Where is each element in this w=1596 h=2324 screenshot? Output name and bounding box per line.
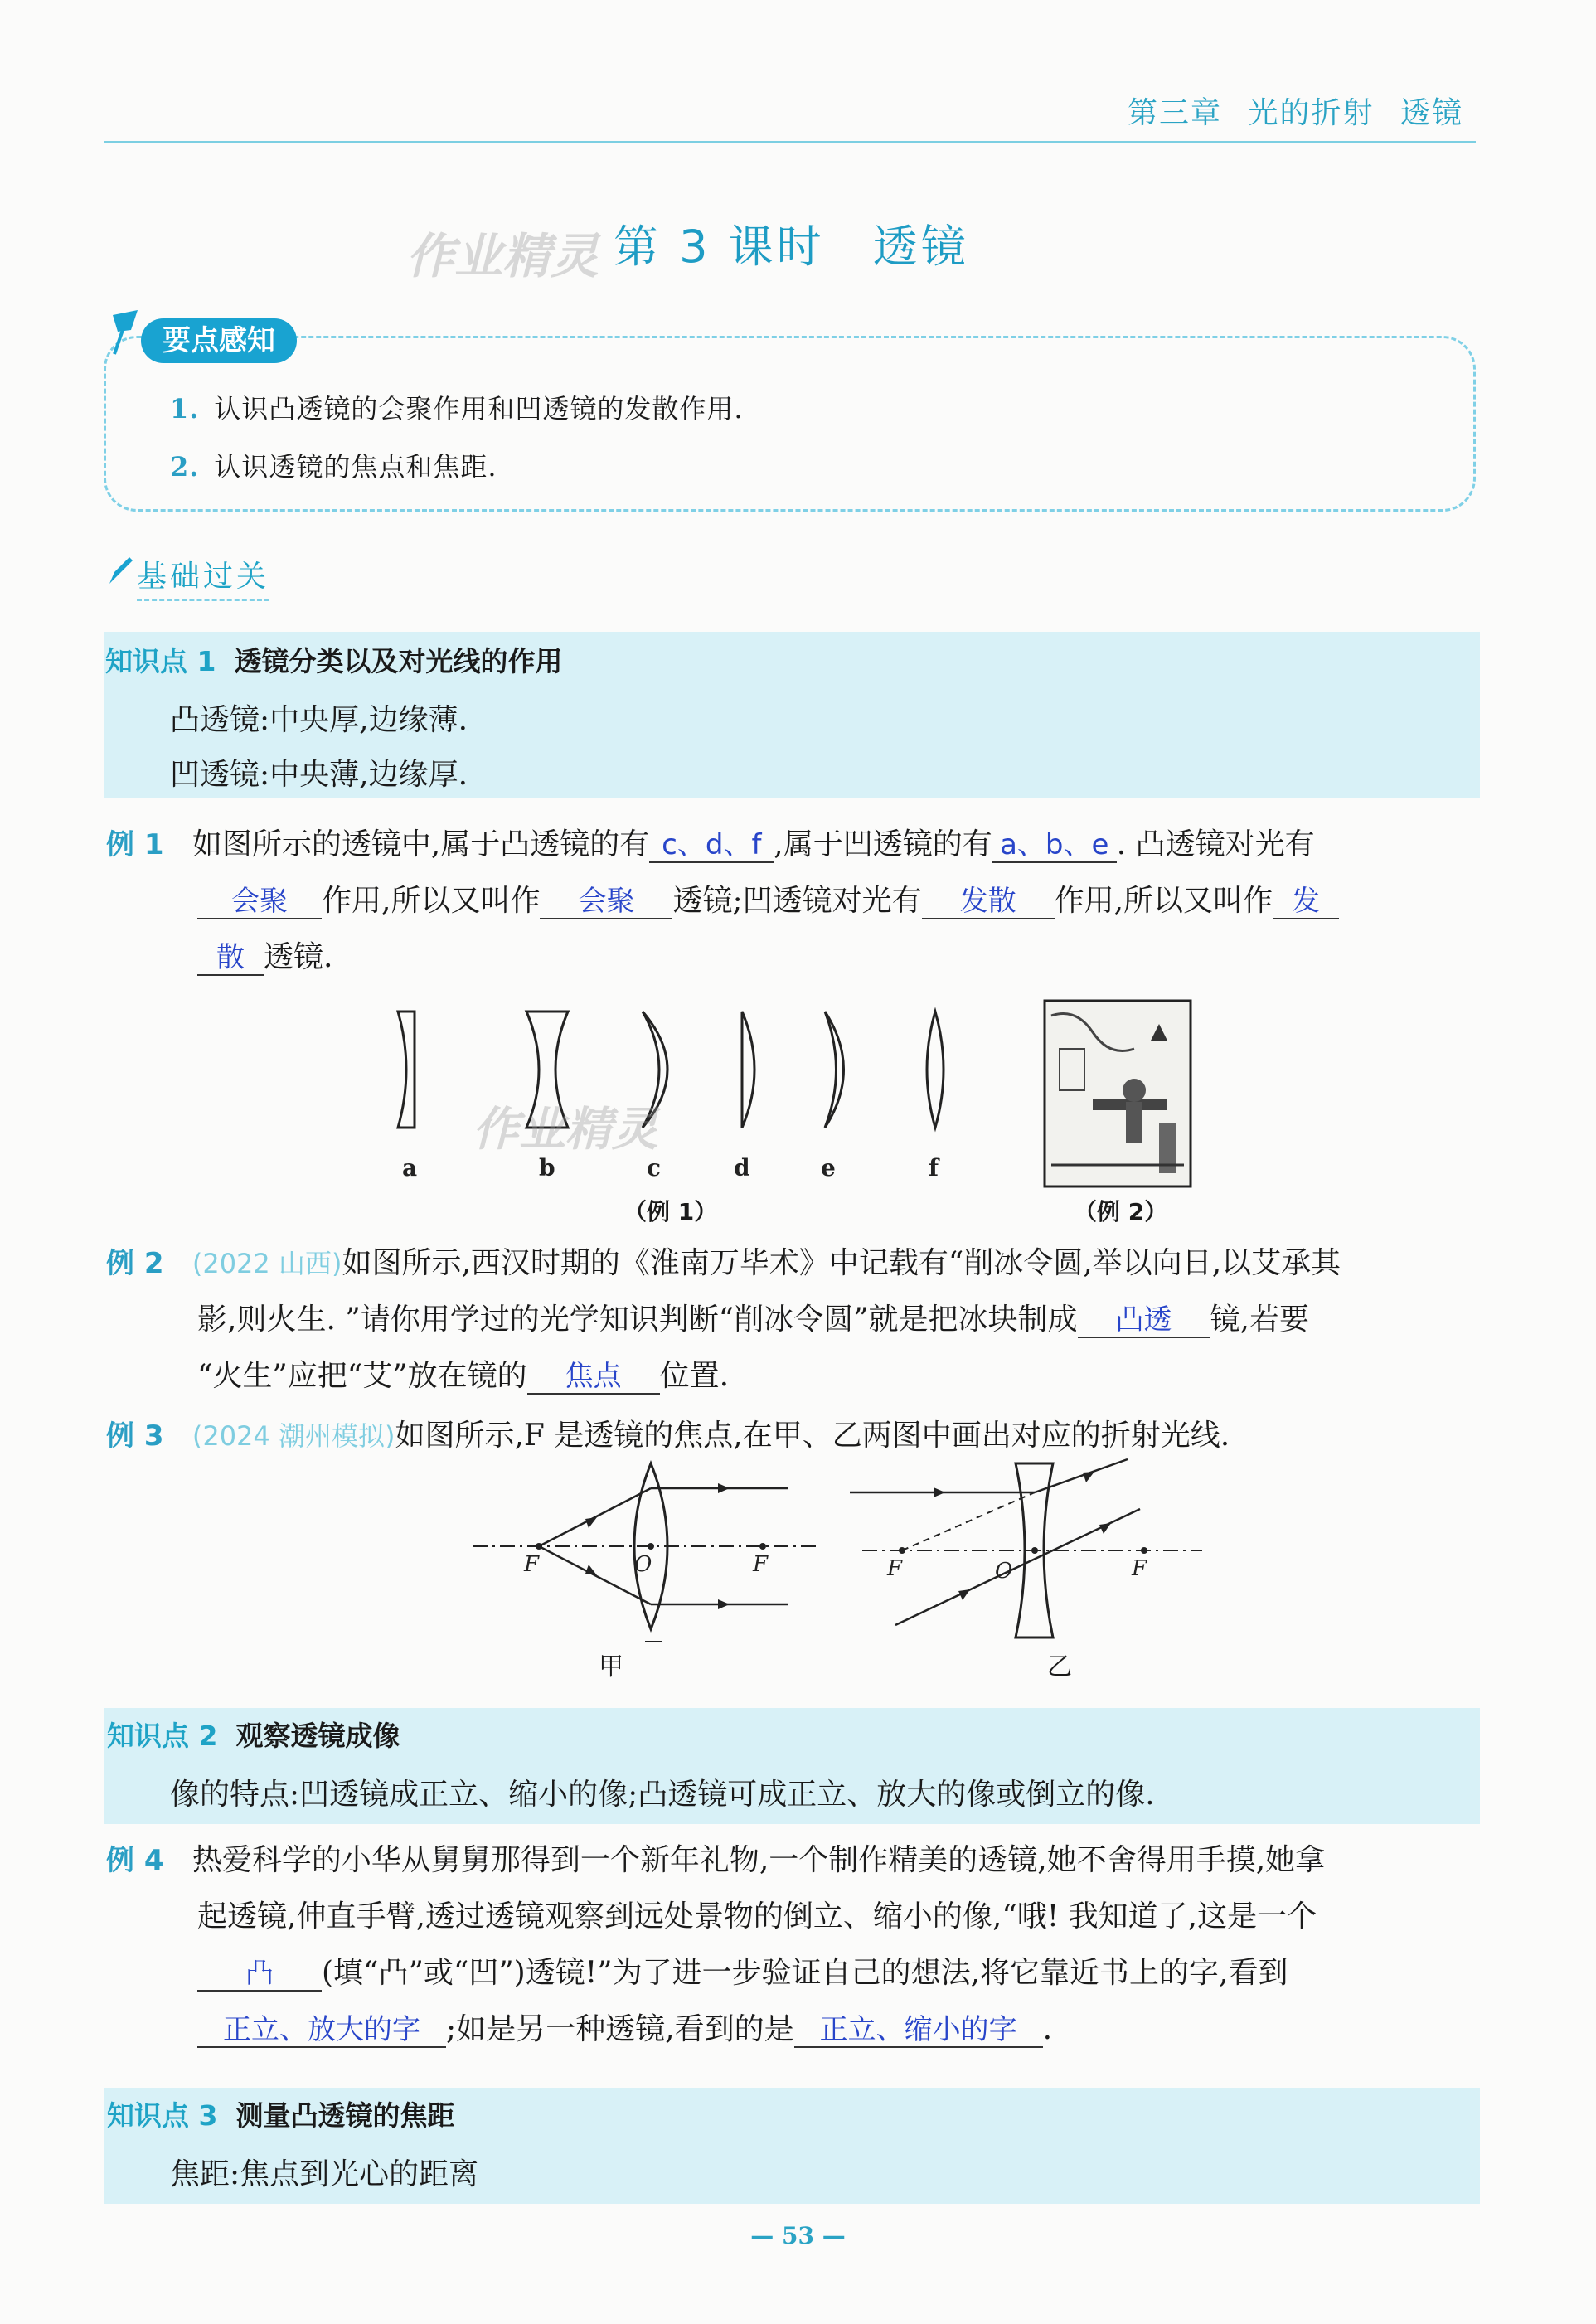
ex3-text: 如图所示,F 是透镜的焦点,在甲、乙两图中画出对应的折射光线. <box>395 1419 1230 1453</box>
ex4-line-4 <box>106 2001 1499 2058</box>
lens-d <box>742 1012 754 1128</box>
key-points-tag: 要点感知 <box>141 318 297 363</box>
ancient-illustration <box>1043 999 1192 1188</box>
key-point-2-num: 2. <box>170 451 200 483</box>
yi-optical-center: O <box>995 1559 1013 1584</box>
ex2-t2: 影,则火生. ”请你用学过的光学知识判断“削冰令圆”就是把冰块制成 <box>197 1303 1078 1337</box>
kp1-title: 透镜分类以及对光线的作用 <box>234 645 563 677</box>
ex4-answer-1: 凸 <box>197 1957 322 1992</box>
ex4-answer-3: 正立、缩小的字 <box>794 2013 1043 2048</box>
ex1-t4: 作用,所以又叫作 <box>322 884 541 918</box>
ex4-answer-2: 正立、放大的字 <box>197 2013 446 2048</box>
kp3-title-row <box>107 2094 454 2133</box>
watermark-figure: 作业精灵 <box>473 1103 658 1157</box>
kp1-label: 知识点 1 <box>105 645 216 677</box>
kp1-line-2: 凹透镜:中央薄,边缘厚. <box>170 758 468 792</box>
ex2-label: 例 2 <box>106 1247 164 1280</box>
yi-focus-right: F <box>1132 1556 1147 1581</box>
figure-jia-label: 甲 <box>599 1652 623 1681</box>
ex1-answer-convex: c、d、f <box>649 828 774 863</box>
ex1-answer-6a: 发 <box>1273 885 1339 919</box>
example-2 <box>106 1235 1499 1405</box>
ex1-answer-6b: 散 <box>197 941 264 976</box>
lens-label-e: e <box>821 1154 836 1181</box>
key-point-1 <box>170 388 744 426</box>
caption-example-2: （例 2） <box>1074 1198 1168 1225</box>
kp2-label: 知识点 2 <box>107 1720 218 1752</box>
example-4 <box>106 1832 1499 2058</box>
ex4-t4: ;如是另一种透镜,看到的是 <box>446 2012 794 2046</box>
lesson-title: 第 3 课时 透镜 <box>614 221 969 273</box>
ex2-line-3 <box>106 1348 1499 1405</box>
knowledge-point-3 <box>104 2088 1480 2204</box>
ex4-t5: . <box>1042 2012 1053 2046</box>
caption-example-1: （例 1） <box>623 1198 718 1225</box>
ex2-answer-2: 焦点 <box>527 1360 660 1395</box>
ex1-t5: 透镜;凹透镜对光有 <box>672 884 922 918</box>
ex1-answer-5: 发散 <box>922 885 1055 919</box>
ex4-t3: (填“凸”或“凹”)透镜!”为了进一步验证自己的想法,将它靠近书上的字,看到 <box>322 1956 1288 1990</box>
header-title1: 光的折射 <box>1248 96 1375 130</box>
example-1 <box>106 817 1482 986</box>
page-number: — 53 — <box>750 2222 846 2249</box>
kp2-line: 像的特点:凹透镜成正立、缩小的像;凸透镜可成正立、放大的像或倒立的像. <box>170 1778 1155 1812</box>
ex1-t2: ,属于凹透镜的有 <box>774 827 992 861</box>
figure-yi-label: 乙 <box>1047 1652 1072 1681</box>
ex2-t5: 位置. <box>659 1359 730 1393</box>
ex4-line-3 <box>106 1945 1499 2001</box>
pencil-icon <box>106 554 134 587</box>
ex1-answer-concave: a、b、e <box>992 828 1117 863</box>
header-rule <box>104 141 1476 143</box>
ex2-t1: 如图所示,西汉时期的《淮南万毕术》中记载有“削冰令圆,举以向日,以艾承其 <box>342 1246 1341 1280</box>
lens-a <box>398 1012 415 1128</box>
header-chapter: 第三章 <box>1128 96 1223 130</box>
section-label: 基础过关 <box>137 553 269 601</box>
kp3-label: 知识点 3 <box>107 2099 218 2132</box>
lens-figure <box>365 995 995 1194</box>
lens-label-c: c <box>647 1154 662 1181</box>
ex1-line-3 <box>106 929 1482 986</box>
jia-focus-left: F <box>524 1552 540 1577</box>
lens-label-f: f <box>929 1154 939 1181</box>
yi-focus-left: F <box>887 1556 903 1581</box>
ex1-t1: 如图所示的透镜中,属于凸透镜的有 <box>192 827 650 861</box>
ex1-label: 例 1 <box>106 828 164 861</box>
key-point-2-text: 认识透镜的焦点和焦距. <box>214 451 497 483</box>
header-title2: 透镜 <box>1400 96 1463 130</box>
kp2-title-row <box>107 1715 400 1754</box>
ex1-t3: . 凸透镜对光有 <box>1116 827 1315 861</box>
ex1-answer-3: 会聚 <box>197 885 322 919</box>
ex2-line-1 <box>106 1235 1499 1292</box>
ex4-t1: 热爱科学的小华从舅舅那得到一个新年礼物,一个制作精美的透镜,她不舍得用手摸,她拿 <box>192 1843 1326 1877</box>
ex4-line-1 <box>106 1832 1499 1889</box>
key-point-1-text: 认识凸透镜的会聚作用和凹透镜的发散作用. <box>214 393 744 425</box>
lens-f <box>927 1012 944 1128</box>
figure-jia <box>464 1455 829 1671</box>
kp1-title-row <box>105 640 562 679</box>
ex2-line-2 <box>106 1292 1499 1348</box>
page-number-value: 53 <box>782 2222 814 2249</box>
kp3-line: 焦距:焦点到光心的距离 <box>170 2157 479 2191</box>
knowledge-point-2 <box>104 1708 1480 1824</box>
ex4-label: 例 4 <box>106 1844 164 1877</box>
kp2-title: 观察透镜成像 <box>235 1720 400 1752</box>
ex4-line-2: 起透镜,伸直手臂,透过透镜观察到远处景物的倒立、缩小的像,“哦! 我知道了,这是一个 <box>197 1899 1317 1933</box>
running-header <box>1128 90 1463 132</box>
lens-label-a: a <box>402 1154 418 1181</box>
ex2-t3: 镜,若要 <box>1210 1303 1309 1337</box>
knowledge-point-1 <box>104 632 1480 798</box>
watermark: 作业精灵 <box>406 228 599 284</box>
ex1-t7: 透镜. <box>264 940 333 974</box>
lens-e <box>825 1012 844 1128</box>
key-point-2 <box>170 446 497 484</box>
lens-label-d: d <box>734 1154 750 1181</box>
ex1-t6: 作用,所以又叫作 <box>1054 884 1273 918</box>
ex2-t4: “火生”应把“艾”放在镜的 <box>197 1359 527 1393</box>
jia-optical-center: O <box>634 1552 652 1577</box>
ex3-source: (2024 潮州模拟) <box>192 1420 395 1452</box>
ex1-line-1 <box>106 817 1482 873</box>
ex1-answer-4: 会聚 <box>540 885 672 919</box>
ex2-source: (2022 山西) <box>192 1248 342 1279</box>
lens-label-b: b <box>539 1154 555 1181</box>
jia-focus-right: F <box>753 1552 769 1577</box>
kp1-line-1: 凸透镜:中央厚,边缘薄. <box>170 703 468 737</box>
kp3-title: 测量凸透镜的焦距 <box>235 2099 455 2132</box>
ex1-line-2 <box>106 873 1482 929</box>
ex2-answer-1: 凸透 <box>1078 1303 1210 1338</box>
ex3-label: 例 3 <box>106 1419 164 1453</box>
key-point-1-num: 1. <box>170 393 200 425</box>
figure-yi <box>846 1447 1210 1654</box>
